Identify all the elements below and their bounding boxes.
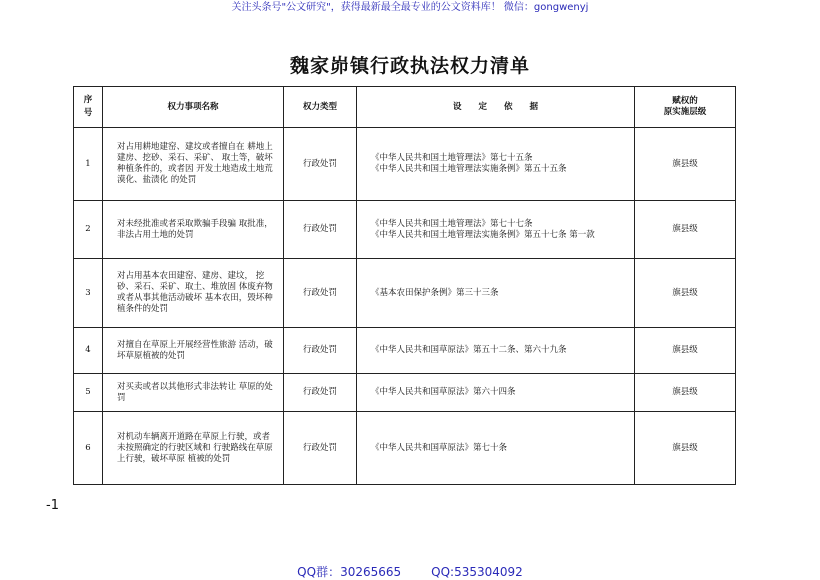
row-level: 旗县级 — [635, 259, 736, 328]
row-power-type: 行政处罚 — [284, 412, 357, 485]
table-row — [74, 128, 736, 201]
row-seq: 2 — [74, 201, 103, 259]
row-level: 旗县级 — [635, 412, 736, 485]
row-seq: 3 — [74, 259, 103, 328]
row-level: 旗县级 — [635, 128, 736, 201]
row-level: 旗县级 — [635, 374, 736, 412]
basis-line: 《中华人民共和国草原法》第六十四条 — [371, 387, 516, 397]
table-row — [74, 374, 736, 412]
header-level-line-1: 赋权的 — [672, 96, 698, 106]
header-name: 权力事项名称 — [103, 87, 284, 128]
row-item-name: 对占用基本农田建窑、建房、建坟， 挖砂、采石、采矿、取土、堆放固 体废弃物或者从事其他活动破坏 基本农田，毁坏种植条件的处罚 — [103, 259, 284, 328]
header-level-line-2: 原实施层级 — [663, 107, 707, 117]
power-list-table — [73, 86, 736, 485]
header-seq-line-2: 号 — [83, 108, 93, 118]
bottom-banner — [0, 565, 820, 579]
row-seq: 6 — [74, 412, 103, 485]
table-row — [74, 328, 736, 374]
row-legal-basis — [357, 412, 635, 485]
header-basis: 设 定 依 据 — [357, 87, 635, 128]
document-title: 魏家峁镇行政执法权力清单 — [289, 55, 530, 77]
row-legal-basis — [357, 328, 635, 374]
row-legal-basis — [357, 201, 635, 259]
row-power-type: 行政处罚 — [284, 201, 357, 259]
top-banner: 关注头条号"公文研究"，获得最新最全最专业的公文资料库！ 微信：gongwenyj — [231, 2, 589, 13]
row-item-name: 对未经批准或者采取欺骗手段骗 取批准，非法占用土地的处罚 — [103, 201, 284, 259]
qq-text: QQ:535304092 — [431, 565, 523, 579]
row-legal-basis — [357, 374, 635, 412]
row-item-name: 对占用耕地建窑、建坟或者擅自在 耕地上建房、挖砂、采石、采矿、 取土等，破坏种植条件的，或者因 开发土地造成土地荒漠化、盐渍化 的处罚 — [103, 128, 284, 201]
table-row — [74, 259, 736, 328]
basis-line: 《中华人民共和国土地管理法实施条例》第五十五条 — [371, 164, 567, 174]
row-level: 旗县级 — [635, 328, 736, 374]
row-seq: 4 — [74, 328, 103, 374]
basis-line: 《中华人民共和国草原法》第七十条 — [371, 442, 508, 453]
row-item-name: 对擅自在草原上开展经营性旅游 活动，破坏草原植被的处罚 — [103, 328, 284, 374]
row-legal-basis — [357, 128, 635, 201]
row-item-name: 对买卖或者以其他形式非法转让 草原的处罚 — [103, 374, 284, 412]
header-seq — [74, 87, 103, 128]
row-power-type: 行政处罚 — [284, 128, 357, 201]
row-power-type: 行政处罚 — [284, 328, 357, 374]
table-row — [74, 201, 736, 259]
header-level — [635, 87, 736, 128]
table-row — [74, 412, 736, 485]
row-seq: 5 — [74, 374, 103, 412]
basis-line: 《基本农田保护条例》第三十三条 — [371, 287, 499, 298]
basis-line: 《中华人民共和国土地管理法》第七十五条 — [371, 153, 533, 163]
row-power-type: 行政处罚 — [284, 259, 357, 328]
basis-line: 《中华人民共和国土地管理法》第七十七条 — [371, 218, 533, 229]
row-legal-basis — [357, 259, 635, 328]
header-seq-line-1: 序 — [83, 95, 93, 105]
row-item-name: 对机动车辆离开道路在草原上行驶，或者未按照确定的行驶区域和 行驶路线在草原上行驶，破坏草原 植被的处罚 — [103, 412, 284, 485]
basis-line: 《中华人民共和国草原法》第五十二条、第六十九条 — [371, 345, 567, 355]
row-seq: 1 — [74, 128, 103, 201]
row-level: 旗县级 — [635, 201, 736, 259]
basis-line: 《中华人民共和国土地管理法实施条例》第五十七条 第一款 — [371, 229, 595, 240]
page-number: -1 — [46, 498, 59, 513]
header-type: 权力类型 — [284, 87, 357, 128]
table-header-row — [74, 87, 736, 128]
row-power-type: 行政处罚 — [284, 374, 357, 412]
qq-group-text: QQ群：30265665 — [297, 565, 402, 579]
